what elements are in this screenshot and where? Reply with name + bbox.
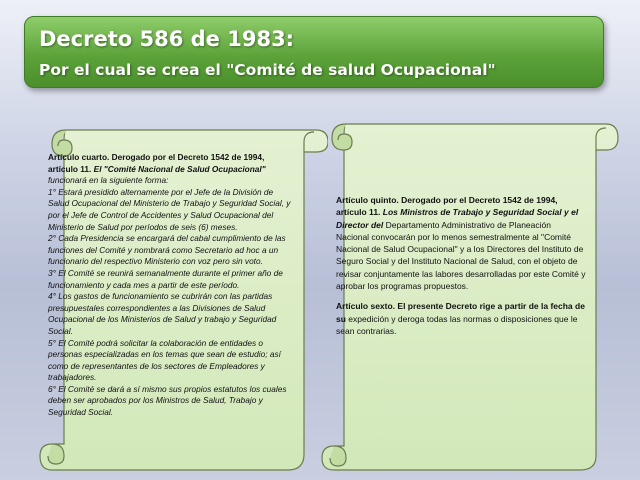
- article-4-lead-bold-italic: El "Comité Nacional de Salud Ocupacional": [91, 163, 266, 174]
- article-4-item: 6° El Comité se dará a sí mismo sus propios estatutos los cuales deben ser aprobados por los Ministros de Salud, Trabajo y Seguridad Social.: [48, 383, 287, 418]
- article-4-lead-italic: funcionará en la siguiente forma:: [48, 175, 169, 186]
- article-4-item: 5° El Comité podrá solicitar la colaboración de entidades o personas especializadas en los temas que sean de estudio; así como de representantes de los sectores de Empleadores y trabajadores.: [48, 337, 281, 383]
- article-4-lead-bold: Artículo cuarto. Derogado por el Decreto 1542 de 1994, artículo 11.: [48, 152, 265, 174]
- slide-subtitle: Por el cual se crea el "Comité de salud Ocupacional": [39, 61, 496, 79]
- right-scroll: [318, 120, 620, 474]
- right-scroll-text: [336, 194, 586, 337]
- article-4-item: 4° Los gastos de funcionamiento se cubrirán con las partidas presupuestales correspondientes a las Divisiones de Salud Ocupacional de los Ministerios de Salud y trabajo y Seguridad Social.: [48, 291, 277, 336]
- slide-title: Decreto 586 de 1983:: [39, 27, 295, 51]
- left-scroll: [38, 108, 328, 474]
- title-banner: [24, 16, 604, 88]
- article-5: [336, 194, 586, 292]
- article-5-lead-bold: Artículo quinto. Derogado por el Decreto 1542 de 1994, artículo 11.: [336, 195, 558, 218]
- article-4-item: 3° El Comité se reunirá semanalmente durante el primer año de funcionamiento y cada mes a partir de este período.: [48, 267, 283, 290]
- article-5-lead-bold-italic: Los Ministros de Trabajo y Seguridad Social y el Director del: [336, 207, 579, 230]
- article-6: [336, 300, 586, 337]
- article-4-heading: [48, 152, 294, 187]
- left-scroll-text: [48, 152, 294, 419]
- article-5-body: Departamento Administrativo de Planeación Nacional convocarán por lo menos semestralmente al "Comité Nacional de Salud Ocupacional" y a los Directores del Instituto de Seguro Social y del Instituto Nacional de Salud, con el objeto de revisar conjuntamente las labores desarrolladas por este Comité y aprobar los programas propuestos.: [336, 219, 586, 292]
- article-4-item: 2° Cada Presidencia se encargará del cabal cumplimiento de las funciones del Comité y nombrará como Secretario ad hoc a un funcionario del respectivo Ministerio con voz pero sin voto.: [48, 233, 286, 267]
- article-4-item: 1° Estará presidido alternamente por el Jefe de la División de Salud Ocupacional del Ministerio de Trabajo y Seguridad Social, y por el Jefe de Control de Accidentes y Salud Ocupacional del Ministerio de Salud por períodos de seis (6) meses.: [48, 186, 291, 232]
- article-6-body: expedición y deroga todas las normas o disposiciones que le sean contrarias.: [336, 313, 578, 336]
- article-6-lead-bold: Artículo sexto. El presente Decreto rige a partir de la fecha de su: [336, 301, 585, 324]
